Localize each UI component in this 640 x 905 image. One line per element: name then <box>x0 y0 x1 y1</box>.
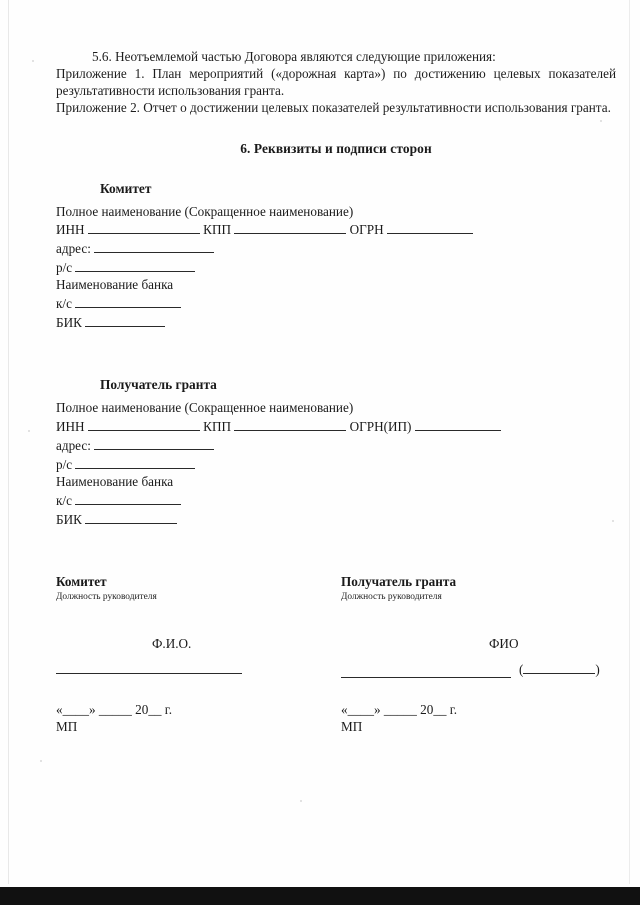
scan-edge-left <box>8 0 9 884</box>
party-grantee-bank-row: Наименование банка <box>56 474 174 490</box>
fio-label-committee: Ф.И.О. <box>152 636 192 652</box>
party-committee-ks-row <box>56 294 616 313</box>
signature-title-committee: Комитет <box>56 574 107 590</box>
field-ogrn[interactable] <box>387 220 473 234</box>
party-committee-inn-row <box>56 220 616 239</box>
fio-label-grantee: ФИО <box>489 636 519 652</box>
field-inn[interactable] <box>88 220 200 234</box>
label-ogrn-ip: ОГРН(ИП) <box>349 419 412 435</box>
scan-speck <box>32 60 34 62</box>
scan-speck <box>40 760 42 762</box>
appendix-1-text: Приложение 1. План мероприятий («дорожная карта») по достижению целевых показателей результативности использования гранта. <box>56 66 616 99</box>
party-committee-bank-row: Наименование банка <box>56 277 174 293</box>
label-kpp: КПП <box>203 419 232 435</box>
seal-mark-committee: МП <box>56 719 78 735</box>
party-heading-committee: Комитет <box>100 180 152 196</box>
signature-area <box>56 574 616 735</box>
fio-col-committee <box>56 636 331 666</box>
signature-block-committee <box>56 574 331 602</box>
signature-subtitle-grantee: Должность руководителя <box>341 592 442 603</box>
signature-title-grantee: Получатель гранта <box>341 574 457 590</box>
document-content <box>56 48 616 735</box>
party-committee-rs-row <box>56 258 616 277</box>
field-rs[interactable] <box>75 455 195 469</box>
scan-speck <box>300 800 302 802</box>
field-ogrn-ip[interactable] <box>415 417 501 431</box>
date-col-committee <box>56 702 331 735</box>
field-address[interactable] <box>94 436 214 450</box>
date-col-grantee <box>331 702 616 735</box>
signature-subtitle-committee: Должность руководителя <box>56 592 157 603</box>
label-address: адрес: <box>56 437 91 453</box>
party-committee-bik-row <box>56 313 616 332</box>
fio-parenthesis-grantee: ( ) <box>519 662 600 678</box>
signature-line-grantee[interactable] <box>341 666 511 678</box>
party-grantee-rs-row <box>56 455 616 474</box>
seal-mark-grantee: МП <box>341 719 363 735</box>
party-grantee-ks-row <box>56 491 616 510</box>
appendix-2-text: Приложение 2. Отчет о достижении целевых показателей результативности использования гранта. <box>56 100 611 116</box>
field-rs[interactable] <box>75 258 195 272</box>
label-address: адрес: <box>56 241 91 256</box>
label-inn: ИНН <box>56 222 85 238</box>
label-ks: к/с <box>56 296 72 312</box>
field-bik[interactable] <box>85 510 177 524</box>
party-grantee-address-row <box>56 436 616 455</box>
label-kpp: КПП <box>203 222 232 238</box>
label-ks: к/с <box>56 492 72 508</box>
label-rs: р/с <box>56 259 73 275</box>
fio-col-grantee <box>331 636 616 666</box>
party-grantee-bik-row <box>56 510 616 529</box>
field-kpp[interactable] <box>234 417 346 431</box>
scan-speck <box>28 430 30 432</box>
scan-bottom-bar <box>0 887 640 905</box>
field-ks[interactable] <box>75 294 181 308</box>
label-ogrn: ОГРН <box>349 222 384 238</box>
date-line-committee[interactable]: «____» _____ 20__ г. <box>56 702 173 718</box>
party-grantee-fullname-label: Полное наименование (Сокращенное наименование) <box>56 400 354 416</box>
party-committee-address-row <box>56 239 616 258</box>
field-address[interactable] <box>94 239 214 253</box>
label-inn: ИНН <box>56 419 85 435</box>
clause-5-6: 5.6. Неотъемлемой частью Договора являются следующие приложения: <box>92 49 496 64</box>
party-committee-fullname-label: Полное наименование (Сокращенное наименование) <box>56 203 354 219</box>
field-inn[interactable] <box>88 417 200 431</box>
section-title-6: 6. Реквизиты и подписи сторон <box>240 140 432 156</box>
party-grantee-inn-row <box>56 417 616 436</box>
date-line-grantee[interactable]: «____» _____ 20__ г. <box>341 702 458 718</box>
field-bik[interactable] <box>85 313 165 327</box>
label-bik: БИК <box>56 511 82 527</box>
party-heading-grantee: Получатель гранта <box>100 377 217 393</box>
label-rs: р/с <box>56 456 73 472</box>
field-kpp[interactable] <box>234 220 346 234</box>
signature-block-grantee <box>331 574 616 602</box>
field-ks[interactable] <box>75 491 181 505</box>
scan-edge-right <box>629 0 630 884</box>
label-bik: БИК <box>56 314 82 330</box>
